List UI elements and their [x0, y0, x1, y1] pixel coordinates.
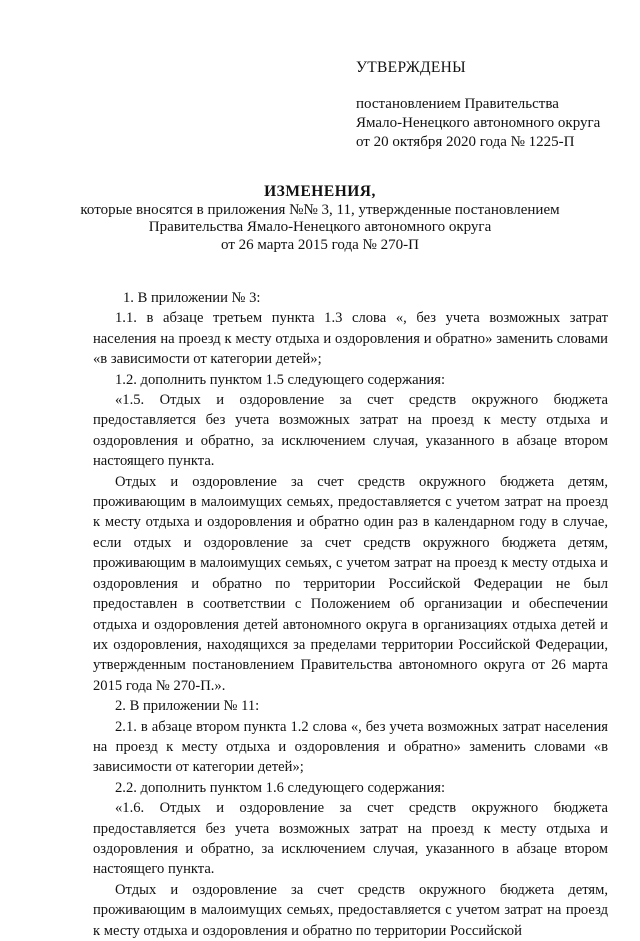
paragraph: 2.1. в абзаце втором пункта 1.2 слова «, без учета возможных затрат населения на проезд к месту отдыха и оздоровления и обратно» заменить словами «в зависимости от категории детей»;: [93, 718, 608, 776]
paragraph: 1.1. в абзаце третьем пункта 1.3 слова «, без учета возможных затрат населения на проезд к месту отдыха и оздоровления и обратно» заменить словами «в зависимости от категории детей»;: [93, 310, 608, 368]
document-body: [93, 288, 608, 941]
approval-line-2: Ямало-Ненецкого автономного округа: [356, 115, 601, 131]
heading-line-3: от 26 марта 2015 года № 270-П: [221, 236, 419, 253]
heading-line-1: которые вносятся в приложения №№ 3, 11, утвержденные постановлением: [80, 201, 560, 218]
approval-word: УТВЕРЖДЕНЫ: [356, 59, 466, 76]
approval-line-1: постановлением Правительства: [356, 96, 559, 112]
approval-line-3: от 20 октября 2020 года № 1225-П: [356, 134, 575, 150]
paragraph: 1.2. дополнить пунктом 1.5 следующего содержания:: [115, 371, 446, 388]
paragraph: «1.5. Отдых и оздоровление за счет средств окружного бюджета предоставляется без учета возможных затрат на проезд к месту отдыха и оздоровления и обратно, за исключением случая, указанного в абзаце втором настоящего пункта.: [93, 392, 608, 470]
heading-line-2: Правительства Ямало-Ненецкого автономного округа: [148, 219, 492, 235]
document-heading: [60, 183, 580, 254]
heading-title: ИЗМЕНЕНИЯ,: [264, 183, 376, 200]
paragraph: 1. В приложении № 3:: [123, 290, 261, 306]
paragraph: «1.6. Отдых и оздоровление за счет средств окружного бюджета предоставляется без учета возможных затрат на проезд к месту отдыха и оздоровления и обратно, за исключением случая, указанного в абзаце втором настоящего пункта.: [93, 800, 608, 878]
approval-block: [356, 58, 616, 152]
paragraph: Отдых и оздоровление за счет средств окружного бюджета детям, проживающим в малоимущих семьях, предоставляется с учетом затрат на проезд к месту отдыха и оздоровления и обратно по территории Российской: [93, 881, 608, 939]
paragraph: 2. В приложении № 11:: [115, 698, 260, 715]
paragraph: 2.2. дополнить пунктом 1.6 следующего содержания:: [115, 779, 446, 796]
paragraph: Отдых и оздоровление за счет средств окружного бюджета детям, проживающим в малоимущих семьях, предоставляется с учетом затрат на проезд к месту отдыха и оздоровления и обратно один раз в календарном году в случае, если отдых и оздоровление за счет средств окружного бюджета детям, проживающим в малоимущих семьях, с учетом затрат на проезд к месту отдыха и оздоровления и обратно по территории Российской Федерации не был предоставлен в соответствии с Положением об организации и обеспечении отдыха и оздоровления детей автономного округа в организациях отдыха детей и их оздоровления, находящихся за пределами территории Российской Федерации, утвержденным постановлением Правительства автономного округа от 26 марта 2015 года № 270-П.».: [93, 473, 608, 694]
